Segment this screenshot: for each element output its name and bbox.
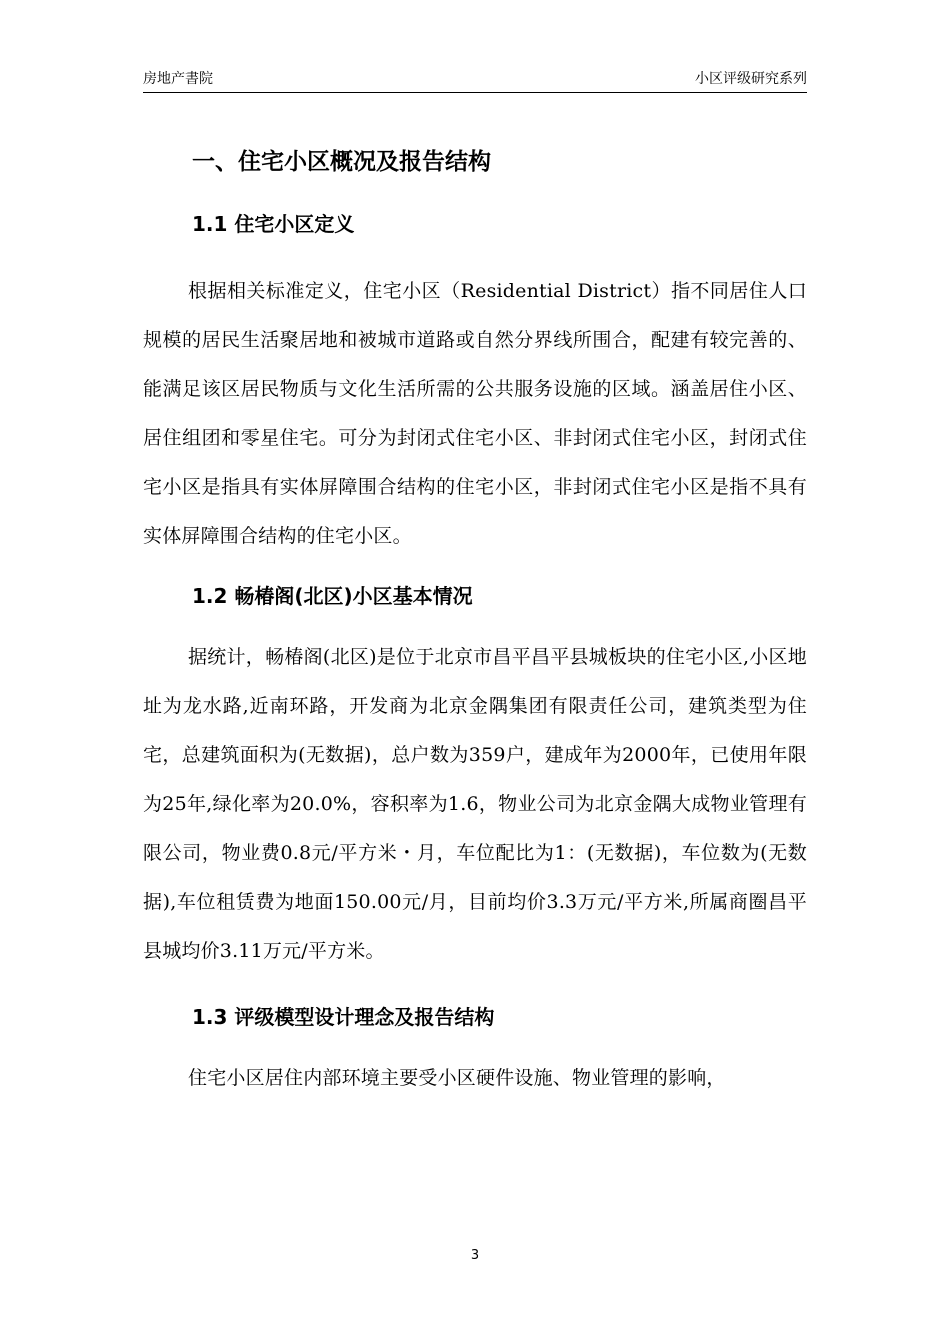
section-heading: 1.1 住宅小区定义: [192, 212, 355, 236]
section-body: 据统计，畅椿阁(北区)是位于北京市昌平昌平县城板块的住宅小区,小区地址为龙水路,近南环路，开发商为北京金隅集团有限责任公司，建筑类型为住宅，总建筑面积为(无数据)，总户数为359户，建成年为2000年，已使用年限为25年,绿化率为20.0%，容积率为1.6，物业公司为北京金隅大成物业管理有限公司，物业费0.8元/平方米・月，车位配比为1：(无数据)，车位数为(无数据),车位租赁费为地面150.00元/月，目前均价3.3万元/平方米,所属商圈昌平县城均价3.11万元/平方米。: [143, 646, 807, 962]
section-heading: 1.3 评级模型设计理念及报告结构: [192, 1005, 495, 1029]
header-publisher: 房地产書院: [143, 71, 213, 87]
section-1-1: [143, 204, 807, 561]
section-1-2: [143, 576, 807, 976]
page-content: [143, 140, 807, 1103]
page-number: 3: [470, 1248, 480, 1263]
section-heading: 1.2 畅椿阁(北区)小区基本情况: [192, 584, 473, 608]
header-series: 小区评级研究系列: [695, 71, 807, 87]
chapter-title: 一、住宅小区概况及报告结构: [192, 149, 491, 175]
section-body: 根据相关标准定义，住宅小区（Residential District）指不同居住人口规模的居民生活聚居地和被城市道路或自然分界线所围合，配建有较完善的、能满足该区居民物质与文化生活所需的公共服务设施的区域。涵盖居住小区、居住组团和零星住宅。可分为封闭式住宅小区、非封闭式住宅小区，封闭式住宅小区是指具有实体屏障围合结构的住宅小区，非封闭式住宅小区是指不具有实体屏障围合结构的住宅小区。: [143, 280, 807, 547]
section-body: 住宅小区居住内部环境主要受小区硬件设施、物业管理的影响，: [188, 1067, 726, 1089]
page-header: [143, 68, 807, 90]
section-1-3: [143, 997, 807, 1103]
header-divider: [143, 92, 807, 93]
